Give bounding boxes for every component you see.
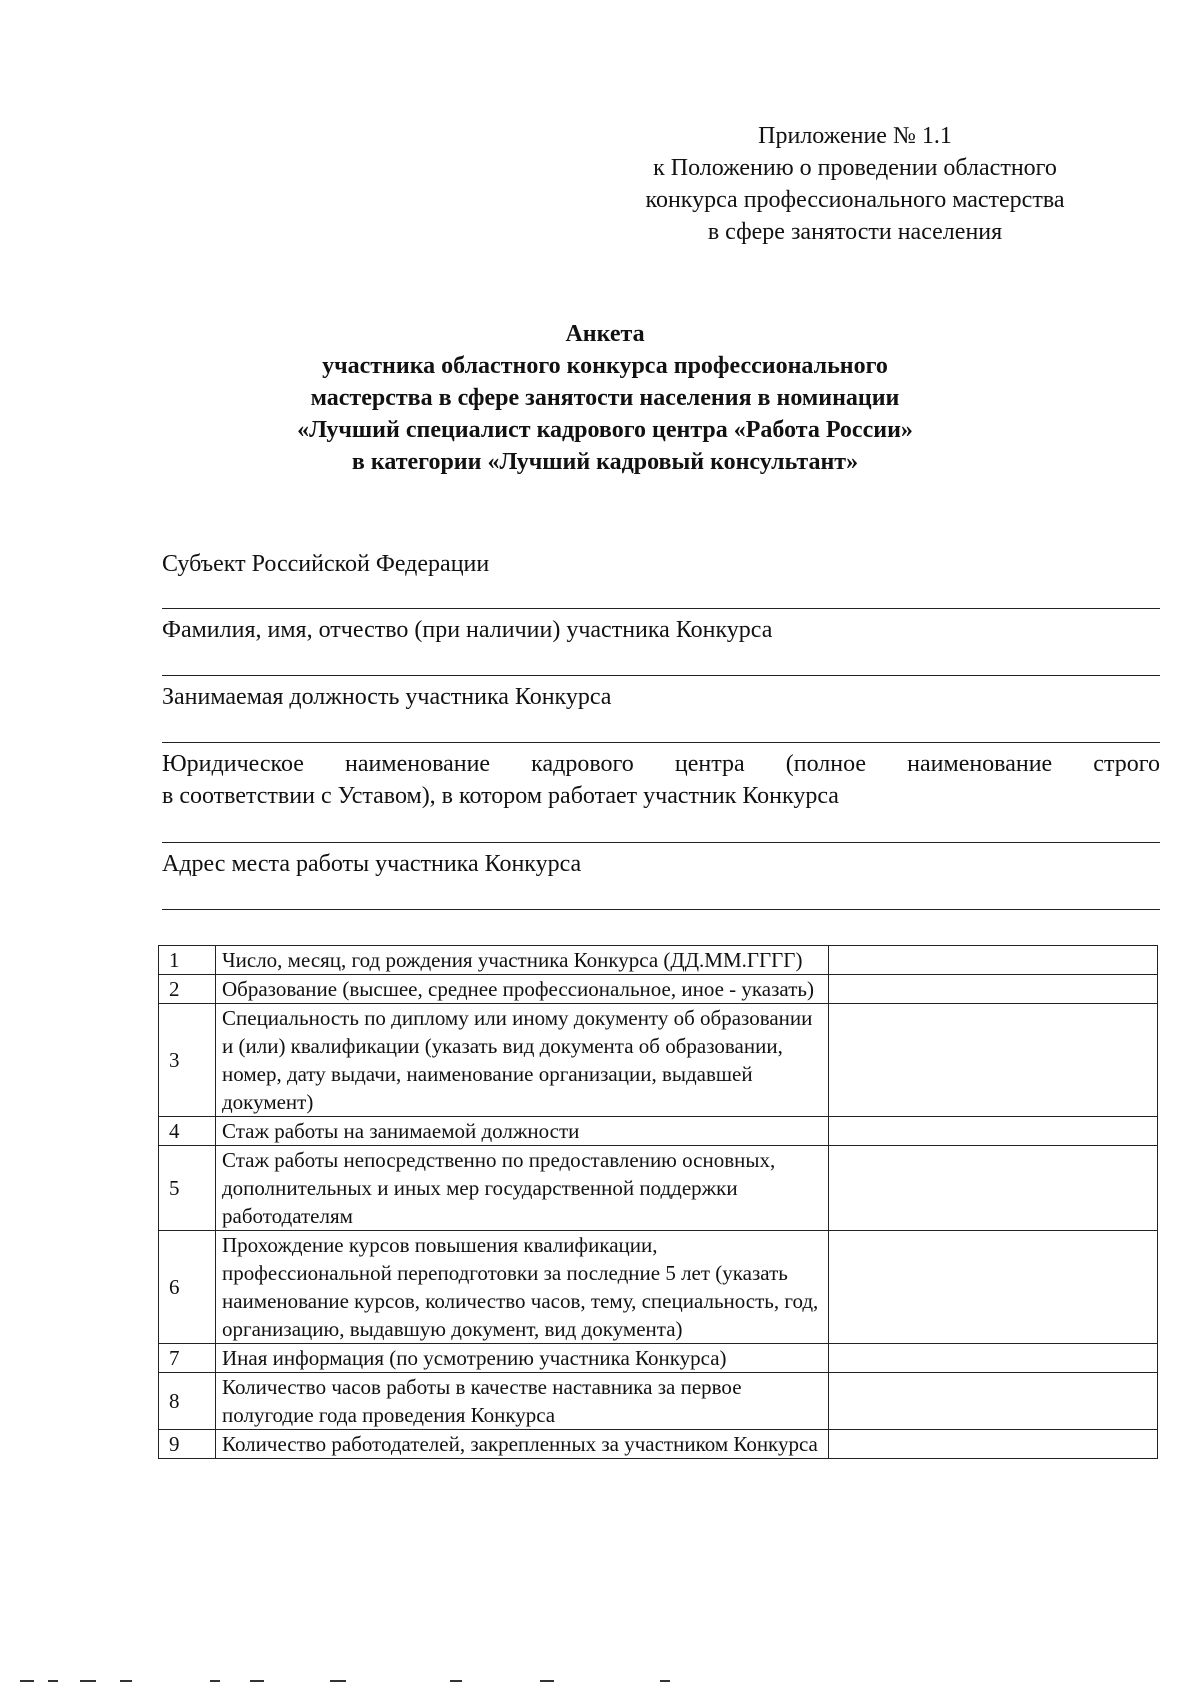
position-label: Занимаемая должность участника Конкурса — [162, 684, 612, 710]
table-row — [159, 1373, 1158, 1430]
legal-name-line: в соответствии с Уставом), в котором работает участник Конкурса — [162, 783, 839, 809]
appendix-header — [590, 120, 1120, 248]
row-number: 1 — [159, 946, 216, 975]
row-value-cell[interactable] — [829, 1344, 1158, 1373]
title-line: в категории «Лучший кадровый консультант» — [351, 449, 859, 475]
legal-name-label — [162, 748, 1160, 812]
row-number: 7 — [159, 1344, 216, 1373]
title-line: мастерства в сфере занятости населения в номинации — [310, 385, 900, 411]
table-row — [159, 1231, 1158, 1344]
title-line: участника областного конкурса профессионального — [322, 353, 888, 379]
legal-name-fill-line[interactable] — [162, 842, 1160, 843]
row-description: Образование (высшее, среднее профессиональное, иное - указать) — [216, 975, 829, 1004]
row-description: Число, месяц, год рождения участника Конкурса (ДД.ММ.ГГГГ) — [216, 946, 829, 975]
row-description: Специальность по диплому или иному документу об образовании и (или) квалификации (указать вид документа об образовании, номер, дату выдачи, наименование организации, выдавшей документ) — [216, 1004, 829, 1117]
work-address-label: Адрес места работы участника Конкурса — [162, 851, 582, 877]
row-number: 4 — [159, 1117, 216, 1146]
title-line: Анкета — [565, 321, 645, 347]
table-row — [159, 1117, 1158, 1146]
appendix-line: Приложение № 1.1 — [758, 123, 952, 149]
title-line: «Лучший специалист кадрового центра «Работа России» — [297, 417, 913, 443]
row-description: Стаж работы непосредственно по предоставлению основных, дополнительных и иных мер государственной поддержки работодателям — [216, 1146, 829, 1231]
row-value-cell[interactable] — [829, 1117, 1158, 1146]
row-value-cell[interactable] — [829, 1004, 1158, 1117]
appendix-line: в сфере занятости населения — [707, 219, 1003, 245]
row-number: 3 — [159, 1004, 216, 1117]
table-row — [159, 946, 1158, 975]
subject-fill-line[interactable] — [162, 608, 1160, 609]
row-description: Иная информация (по усмотрению участника Конкурса) — [216, 1344, 829, 1373]
row-value-cell[interactable] — [829, 1146, 1158, 1231]
row-number: 5 — [159, 1146, 216, 1231]
row-value-cell[interactable] — [829, 1231, 1158, 1344]
row-value-cell[interactable] — [829, 1373, 1158, 1430]
full-name-label: Фамилия, имя, отчество (при наличии) участника Конкурса — [162, 617, 773, 643]
participant-info-table — [158, 945, 1158, 1459]
row-number: 9 — [159, 1430, 216, 1459]
row-description: Количество работодателей, закрепленных за участником Конкурса — [216, 1430, 829, 1459]
table-row — [159, 1146, 1158, 1231]
table-row — [159, 1430, 1158, 1459]
subject-label: Субъект Российской Федерации — [162, 551, 490, 577]
row-number: 8 — [159, 1373, 216, 1430]
table-row — [159, 975, 1158, 1004]
row-number: 6 — [159, 1231, 216, 1344]
row-value-cell[interactable] — [829, 975, 1158, 1004]
row-value-cell[interactable] — [829, 1430, 1158, 1459]
form-title — [150, 318, 1060, 478]
position-fill-line[interactable] — [162, 742, 1160, 743]
row-value-cell[interactable] — [829, 946, 1158, 975]
full-name-fill-line[interactable] — [162, 675, 1160, 676]
scan-artifact — [0, 1680, 700, 1686]
table-row — [159, 1004, 1158, 1117]
work-address-fill-line[interactable] — [162, 909, 1160, 910]
row-number: 2 — [159, 975, 216, 1004]
row-description: Количество часов работы в качестве наставника за первое полугодие года проведения Конкурса — [216, 1373, 829, 1430]
row-description: Прохождение курсов повышения квалификации, профессиональной переподготовки за последние 5 лет (указать наименование курсов, количество часов, тему, специальность, год, организацию, выдавшую документ, вид документа) — [216, 1231, 829, 1344]
appendix-line: конкурса профессионального мастерства — [645, 187, 1065, 213]
row-description: Стаж работы на занимаемой должности — [216, 1117, 829, 1146]
legal-name-line: Юридическое наименование кадрового центра (полное наименование строго — [162, 751, 1160, 777]
appendix-line: к Положению о проведении областного — [653, 155, 1057, 181]
table-row — [159, 1344, 1158, 1373]
